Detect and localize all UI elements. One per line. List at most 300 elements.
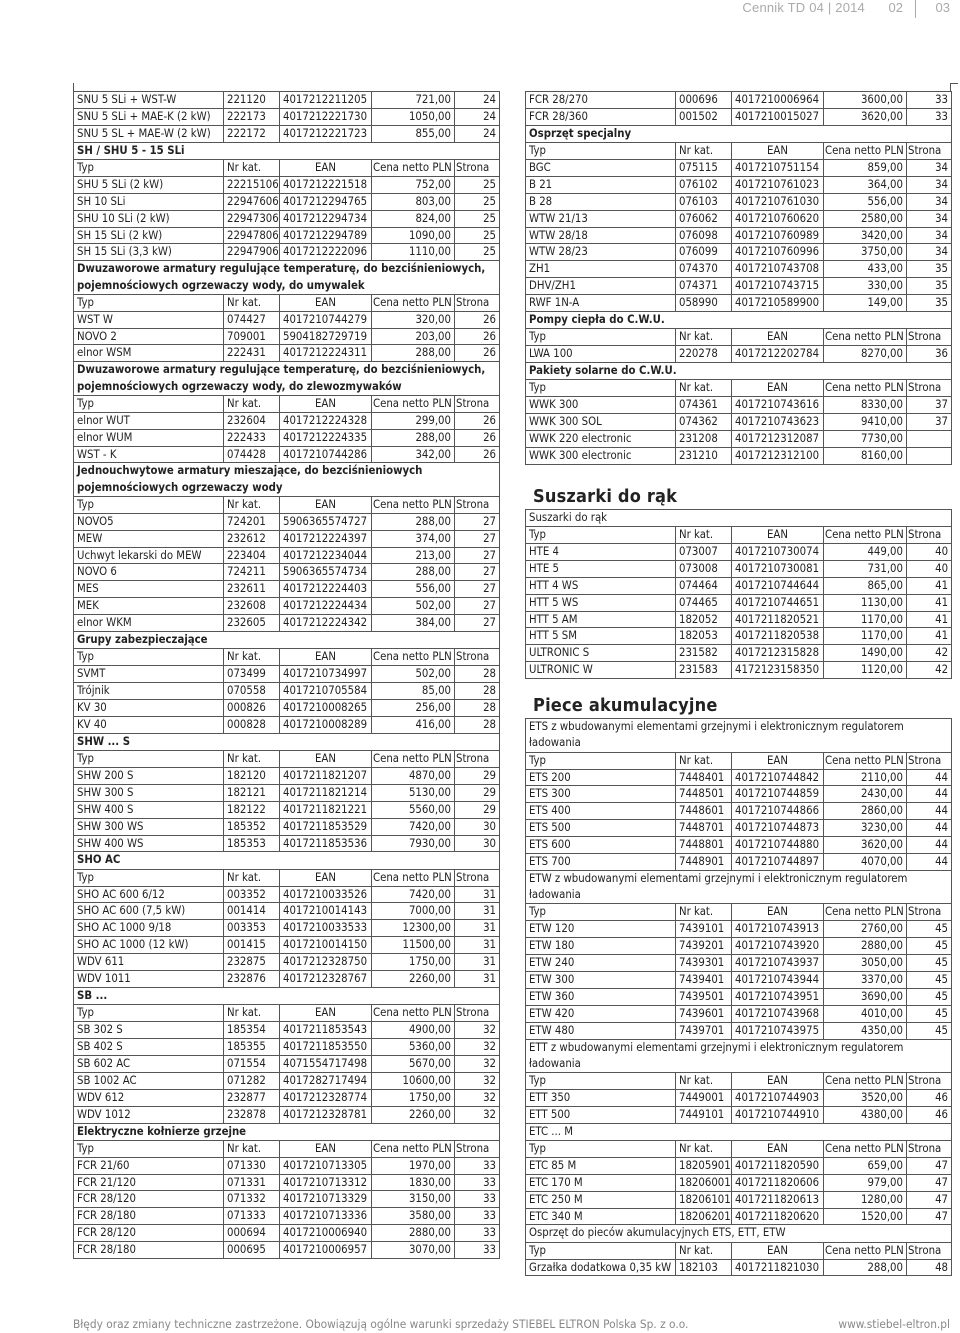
- cell-price: 731,00: [824, 560, 907, 577]
- table-header-row: [74, 159, 500, 176]
- table-header-row: [74, 395, 500, 412]
- section-header: [74, 142, 500, 159]
- cell-ean: 4017212224328: [280, 412, 372, 429]
- cell-price: 752,00: [372, 176, 455, 193]
- table-row: [74, 615, 500, 632]
- cell-price: 203,00: [372, 328, 455, 345]
- cell-ean: 4017210713305: [280, 1157, 372, 1174]
- table-row: [526, 837, 952, 854]
- header-cell: EAN: [280, 159, 372, 176]
- table-row: [526, 921, 952, 938]
- header-cell: Strona: [907, 527, 952, 544]
- cell-ean: 4017210743951: [732, 988, 824, 1005]
- cell-price: 449,00: [824, 543, 907, 560]
- cell-nr-kat: 7439201: [676, 938, 732, 955]
- cell-nr-kat: 709001: [224, 328, 280, 345]
- table-row: [74, 1089, 500, 1106]
- cell-nr-kat: 22947306: [224, 210, 280, 227]
- table-row: [526, 244, 952, 261]
- cell-price: 824,00: [372, 210, 455, 227]
- header-cell: Typ: [526, 1140, 676, 1157]
- section-title: ETC ... M: [526, 1123, 952, 1140]
- cell-typ: SHO AC 1000 9/18: [74, 920, 224, 937]
- cell-price: 2260,00: [372, 1106, 455, 1123]
- cell-typ: SHW 400 S: [74, 801, 224, 818]
- table-header-row: [526, 527, 952, 544]
- cell-page: 48: [907, 1259, 952, 1276]
- table-header-row: [74, 1005, 500, 1022]
- cell-price: 659,00: [824, 1157, 907, 1174]
- table-row: [74, 700, 500, 717]
- cell-page: 45: [907, 1022, 952, 1039]
- section-header: [526, 1225, 952, 1242]
- cell-price: 320,00: [372, 311, 455, 328]
- cell-page: 33: [455, 1157, 500, 1174]
- cell-page: 25: [455, 244, 500, 261]
- cell-typ: B 28: [526, 193, 676, 210]
- cell-page: 36: [907, 346, 952, 363]
- cell-page: 34: [907, 227, 952, 244]
- cell-nr-kat: 001415: [224, 937, 280, 954]
- table-row: [74, 954, 500, 971]
- cell-page: 27: [455, 581, 500, 598]
- cell-page: 26: [455, 328, 500, 345]
- cell-nr-kat: 231582: [676, 645, 732, 662]
- cell-page: 30: [455, 818, 500, 835]
- header-cell: Strona: [455, 751, 500, 768]
- cell-price: 149,00: [824, 295, 907, 312]
- cell-nr-kat: 221120: [224, 92, 280, 109]
- section-title: SB ...: [74, 988, 500, 1005]
- cell-ean: 4017211820521: [732, 611, 824, 628]
- table-header-row: [526, 1140, 952, 1157]
- cell-page: 27: [455, 547, 500, 564]
- cell-price: 5130,00: [372, 784, 455, 801]
- section-header: [526, 1123, 952, 1140]
- cell-ean: 4017212221730: [280, 108, 372, 125]
- cell-price: 374,00: [372, 530, 455, 547]
- cell-ean: 4017211820613: [732, 1191, 824, 1208]
- table-row: [526, 577, 952, 594]
- cell-typ: DHV/ZH1: [526, 278, 676, 295]
- table-row: [74, 530, 500, 547]
- cell-page: 35: [907, 278, 952, 295]
- cell-price: 3370,00: [824, 971, 907, 988]
- cell-ean: 4071554717498: [280, 1055, 372, 1072]
- cell-page: 29: [455, 801, 500, 818]
- cell-typ: WST W: [74, 311, 224, 328]
- cell-nr-kat: 222173: [224, 108, 280, 125]
- cell-price: 3750,00: [824, 244, 907, 261]
- cell-typ: SHW 400 WS: [74, 835, 224, 852]
- cell-price: 5670,00: [372, 1055, 455, 1072]
- section-header: [74, 362, 500, 395]
- cell-ean: 4017210744279: [280, 311, 372, 328]
- cell-ean: 4017210743920: [732, 938, 824, 955]
- cell-price: 1050,00: [372, 108, 455, 125]
- cell-typ: KV 40: [74, 716, 224, 733]
- header-cell: Strona: [455, 159, 500, 176]
- cell-nr-kat: 003352: [224, 886, 280, 903]
- price-table-piece: [525, 718, 952, 1276]
- cell-page: 44: [907, 803, 952, 820]
- header-page-number: 03: [935, 0, 950, 15]
- cell-price: 256,00: [372, 700, 455, 717]
- cell-page: 42: [907, 645, 952, 662]
- table-row: [526, 193, 952, 210]
- header-cell: Strona: [455, 869, 500, 886]
- cell-ean: 5906365574727: [280, 513, 372, 530]
- header-cell: Strona: [907, 380, 952, 397]
- cell-price: 2260,00: [372, 971, 455, 988]
- cell-page: 45: [907, 938, 952, 955]
- cell-typ: ETW 360: [526, 988, 676, 1005]
- table-row: [526, 1022, 952, 1039]
- cell-page: [907, 431, 952, 448]
- cell-typ: WWK 300: [526, 397, 676, 414]
- cell-ean: 4017210744859: [732, 786, 824, 803]
- section-title: ETT z wbudowanymi elementami grzejnymi i elektronicznym regulatorem ładowania: [526, 1039, 952, 1072]
- cell-nr-kat: 071330: [224, 1157, 280, 1174]
- table-row: [526, 611, 952, 628]
- header-cell: EAN: [732, 329, 824, 346]
- cell-ean: 4017210744286: [280, 446, 372, 463]
- table-row: [526, 346, 952, 363]
- table-row: [526, 1191, 952, 1208]
- cell-nr-kat: 074370: [676, 261, 732, 278]
- cell-page: 37: [907, 414, 952, 431]
- header-cell: Strona: [907, 329, 952, 346]
- cell-ean: 4172123158350: [732, 662, 824, 679]
- table-row: [526, 988, 952, 1005]
- cell-price: 3580,00: [372, 1208, 455, 1225]
- cell-typ: ETT 500: [526, 1106, 676, 1123]
- header-cell: Typ: [526, 1073, 676, 1090]
- cell-page: 31: [455, 937, 500, 954]
- table-header-row: [526, 380, 952, 397]
- header-cell: EAN: [280, 1140, 372, 1157]
- cell-nr-kat: 182103: [676, 1259, 732, 1276]
- table-row: [526, 820, 952, 837]
- cell-nr-kat: 232876: [224, 971, 280, 988]
- cell-page: 26: [455, 311, 500, 328]
- cell-typ: Grzałka dodatkowa 0,35 kW: [526, 1259, 676, 1276]
- cell-price: 384,00: [372, 615, 455, 632]
- cell-page: 24: [455, 125, 500, 142]
- cell-ean: 4017212315828: [732, 645, 824, 662]
- cell-price: 502,00: [372, 598, 455, 615]
- cell-typ: SHW 300 WS: [74, 818, 224, 835]
- table-row: [526, 803, 952, 820]
- cell-typ: FCR 28/120: [74, 1191, 224, 1208]
- footer-website: www.stiebel-eltron.pl: [838, 1317, 950, 1331]
- table-row: [74, 666, 500, 683]
- cell-page: 31: [455, 920, 500, 937]
- cell-typ: ETC 170 M: [526, 1174, 676, 1191]
- table-row: [526, 769, 952, 786]
- cell-ean: 4017210006957: [280, 1242, 372, 1259]
- cell-typ: elnor WKM: [74, 615, 224, 632]
- cell-nr-kat: 076103: [676, 193, 732, 210]
- table-row: [74, 412, 500, 429]
- cell-ean: 4017211853543: [280, 1022, 372, 1039]
- cell-page: 33: [907, 108, 952, 125]
- header-cell: Cena netto PLN: [824, 380, 907, 397]
- crop-mark: [73, 83, 74, 91]
- cell-ean: 4017211853529: [280, 818, 372, 835]
- cell-page: 34: [907, 193, 952, 210]
- cell-ean: 4017210730074: [732, 543, 824, 560]
- cell-typ: ETS 200: [526, 769, 676, 786]
- cell-page: 45: [907, 988, 952, 1005]
- cell-page: 45: [907, 971, 952, 988]
- header-cell: EAN: [732, 1073, 824, 1090]
- crop-mark: [950, 83, 958, 84]
- table-row: [74, 1022, 500, 1039]
- cell-typ: ETW 300: [526, 971, 676, 988]
- cell-typ: SHU 10 SLi (2 kW): [74, 210, 224, 227]
- cell-typ: FCR 28/360: [526, 108, 676, 125]
- cell-price: 3600,00: [824, 92, 907, 109]
- header-cell: EAN: [732, 527, 824, 544]
- cell-nr-kat: 231583: [676, 662, 732, 679]
- header-cell: Cena netto PLN: [824, 1140, 907, 1157]
- cell-nr-kat: 074464: [676, 577, 732, 594]
- cell-price: 1090,00: [372, 227, 455, 244]
- cell-nr-kat: 232611: [224, 581, 280, 598]
- cell-ean: 4017212224403: [280, 581, 372, 598]
- cell-nr-kat: 185352: [224, 818, 280, 835]
- cell-typ: SB 602 AC: [74, 1055, 224, 1072]
- cell-nr-kat: 001414: [224, 903, 280, 920]
- header-cell: Typ: [526, 752, 676, 769]
- table-header-row: [526, 329, 952, 346]
- header-cell: Nr kat.: [676, 527, 732, 544]
- cell-page: 40: [907, 543, 952, 560]
- section-header: [526, 1039, 952, 1072]
- cell-page: 28: [455, 666, 500, 683]
- header-cell: Cena netto PLN: [372, 294, 455, 311]
- cell-ean: 4017212224335: [280, 429, 372, 446]
- cell-price: 3520,00: [824, 1089, 907, 1106]
- cell-ean: 4017210743968: [732, 1005, 824, 1022]
- section-header: [74, 463, 500, 496]
- cell-page: 44: [907, 769, 952, 786]
- cell-page: 26: [455, 412, 500, 429]
- cell-ean: 4017212202784: [732, 346, 824, 363]
- table-row: [74, 1225, 500, 1242]
- header-cell: Typ: [526, 1242, 676, 1259]
- section-header: [526, 719, 952, 752]
- cell-page: 42: [907, 662, 952, 679]
- header-cell: Nr kat.: [224, 294, 280, 311]
- cell-nr-kat: 182120: [224, 767, 280, 784]
- cell-nr-kat: 18206101: [676, 1191, 732, 1208]
- section-title: Grupy zabezpieczające: [74, 632, 500, 649]
- table-header-row: [74, 649, 500, 666]
- cell-typ: Uchwyt lekarski do MEW: [74, 547, 224, 564]
- header-cell: Nr kat.: [224, 159, 280, 176]
- table-row: [526, 295, 952, 312]
- cell-nr-kat: 000828: [224, 716, 280, 733]
- cell-nr-kat: 058990: [676, 295, 732, 312]
- cell-typ: WWK 300 electronic: [526, 447, 676, 464]
- header-cell: Typ: [74, 496, 224, 513]
- cell-page: 34: [907, 210, 952, 227]
- cell-price: 3620,00: [824, 837, 907, 854]
- cell-ean: 4017210743975: [732, 1022, 824, 1039]
- table-row: [526, 210, 952, 227]
- header-cell: EAN: [732, 380, 824, 397]
- cell-price: 299,00: [372, 412, 455, 429]
- cell-ean: 4017210744866: [732, 803, 824, 820]
- header-cell: Cena netto PLN: [372, 1140, 455, 1157]
- cell-nr-kat: 071282: [224, 1072, 280, 1089]
- cell-page: 44: [907, 837, 952, 854]
- section-title: ETS z wbudowanymi elementami grzejnymi i elektronicznym regulatorem ładowania: [526, 719, 952, 752]
- cell-typ: LWA 100: [526, 346, 676, 363]
- cell-nr-kat: 073499: [224, 666, 280, 683]
- header-cell: Nr kat.: [224, 395, 280, 412]
- cell-ean: 4017210033533: [280, 920, 372, 937]
- table-row: [74, 1157, 500, 1174]
- cell-page: 26: [455, 345, 500, 362]
- table-row: [526, 938, 952, 955]
- cell-nr-kat: 182053: [676, 628, 732, 645]
- section-title: Jednouchwytowe armatury mieszające, do bezciśnieniowych pojemnościowych ogrzewaczy wody: [74, 463, 500, 496]
- cell-ean: 4017210761023: [732, 176, 824, 193]
- cell-ean: 4017210760620: [732, 210, 824, 227]
- cell-typ: WTW 28/23: [526, 244, 676, 261]
- cell-page: 45: [907, 1005, 952, 1022]
- cell-price: 1830,00: [372, 1174, 455, 1191]
- cell-page: 32: [455, 1072, 500, 1089]
- cell-typ: FCR 28/120: [74, 1225, 224, 1242]
- section-title: Pompy ciepła do C.W.U.: [526, 312, 952, 329]
- cell-page: 31: [455, 903, 500, 920]
- cell-ean: 4017212224342: [280, 615, 372, 632]
- header-cell: Cena netto PLN: [372, 751, 455, 768]
- cell-ean: 4017211820590: [732, 1157, 824, 1174]
- table-row: [526, 662, 952, 679]
- table-row: [74, 1174, 500, 1191]
- cell-typ: ETS 700: [526, 854, 676, 871]
- header-cell: Cena netto PLN: [824, 329, 907, 346]
- cell-typ: FCR 28/270: [526, 92, 676, 109]
- cell-nr-kat: 000695: [224, 1242, 280, 1259]
- cell-typ: WWK 220 electronic: [526, 431, 676, 448]
- table-row: [74, 125, 500, 142]
- cell-price: 7420,00: [372, 818, 455, 835]
- header-cell: Typ: [74, 751, 224, 768]
- cell-price: 2880,00: [372, 1225, 455, 1242]
- table-header-row: [74, 294, 500, 311]
- cell-nr-kat: 222431: [224, 345, 280, 362]
- cell-typ: WWK 300 SOL: [526, 414, 676, 431]
- table-header-row: [526, 752, 952, 769]
- cell-typ: SNU 5 SLi + MAE-K (2 kW): [74, 108, 224, 125]
- cell-page: 40: [907, 560, 952, 577]
- cell-ean: 4017210744842: [732, 769, 824, 786]
- section-header: [526, 312, 952, 329]
- header-cell: Strona: [455, 649, 500, 666]
- cell-price: 4010,00: [824, 1005, 907, 1022]
- cell-nr-kat: 22947606: [224, 193, 280, 210]
- table-row: [526, 594, 952, 611]
- cell-ean: 4017210743715: [732, 278, 824, 295]
- table-row: [74, 513, 500, 530]
- header-cell: Nr kat.: [676, 904, 732, 921]
- cell-price: 12300,00: [372, 920, 455, 937]
- cell-ean: 4017212294789: [280, 227, 372, 244]
- cell-ean: 4017211853550: [280, 1039, 372, 1056]
- cell-typ: SHO AC 600 (7,5 kW): [74, 903, 224, 920]
- cell-page: 27: [455, 615, 500, 632]
- cell-page: 41: [907, 577, 952, 594]
- cell-nr-kat: 182121: [224, 784, 280, 801]
- header-cell: EAN: [280, 1005, 372, 1022]
- cell-page: 35: [907, 295, 952, 312]
- table-row: [526, 1106, 952, 1123]
- header-cell: Typ: [526, 143, 676, 160]
- cell-price: 433,00: [824, 261, 907, 278]
- table-row: [74, 1106, 500, 1123]
- cell-ean: 4017210730081: [732, 560, 824, 577]
- cell-price: 2880,00: [824, 938, 907, 955]
- table-row: [74, 598, 500, 615]
- cell-price: 7420,00: [372, 886, 455, 903]
- cell-ean: 4017210743913: [732, 921, 824, 938]
- cell-typ: ETW 180: [526, 938, 676, 955]
- section-title: SHW ... S: [74, 733, 500, 750]
- header-cell: Strona: [907, 143, 952, 160]
- cell-page: [907, 447, 952, 464]
- table-row: [74, 818, 500, 835]
- cell-page: 27: [455, 530, 500, 547]
- section-title-suszarki: Suszarki do rąk: [533, 485, 678, 507]
- cell-price: 8270,00: [824, 346, 907, 363]
- cell-page: 28: [455, 700, 500, 717]
- cell-nr-kat: 074428: [224, 446, 280, 463]
- cell-page: 47: [907, 1191, 952, 1208]
- cell-ean: 4017212221723: [280, 125, 372, 142]
- header-cell: Nr kat.: [676, 1140, 732, 1157]
- section-title: Osprzęt specjalny: [526, 125, 952, 142]
- cell-nr-kat: 231210: [676, 447, 732, 464]
- cell-nr-kat: 222433: [224, 429, 280, 446]
- cell-typ: FCR 21/60: [74, 1157, 224, 1174]
- header-cell: Typ: [526, 329, 676, 346]
- cell-nr-kat: 071332: [224, 1191, 280, 1208]
- cell-nr-kat: 182052: [676, 611, 732, 628]
- cell-typ: WDV 1011: [74, 971, 224, 988]
- cell-price: 288,00: [372, 345, 455, 362]
- cell-typ: ETC 250 M: [526, 1191, 676, 1208]
- table-row: [526, 645, 952, 662]
- cell-ean: 4017210743708: [732, 261, 824, 278]
- table-row: [74, 971, 500, 988]
- cell-page: 32: [455, 1106, 500, 1123]
- cell-price: 1750,00: [372, 954, 455, 971]
- header-cell: EAN: [280, 649, 372, 666]
- cell-typ: SH 15 SLi (2 kW): [74, 227, 224, 244]
- cell-page: 46: [907, 1106, 952, 1123]
- cell-price: 4900,00: [372, 1022, 455, 1039]
- cell-price: 7000,00: [372, 903, 455, 920]
- header-cell: Cena netto PLN: [372, 649, 455, 666]
- cell-page: 27: [455, 598, 500, 615]
- header-cell: Typ: [74, 869, 224, 886]
